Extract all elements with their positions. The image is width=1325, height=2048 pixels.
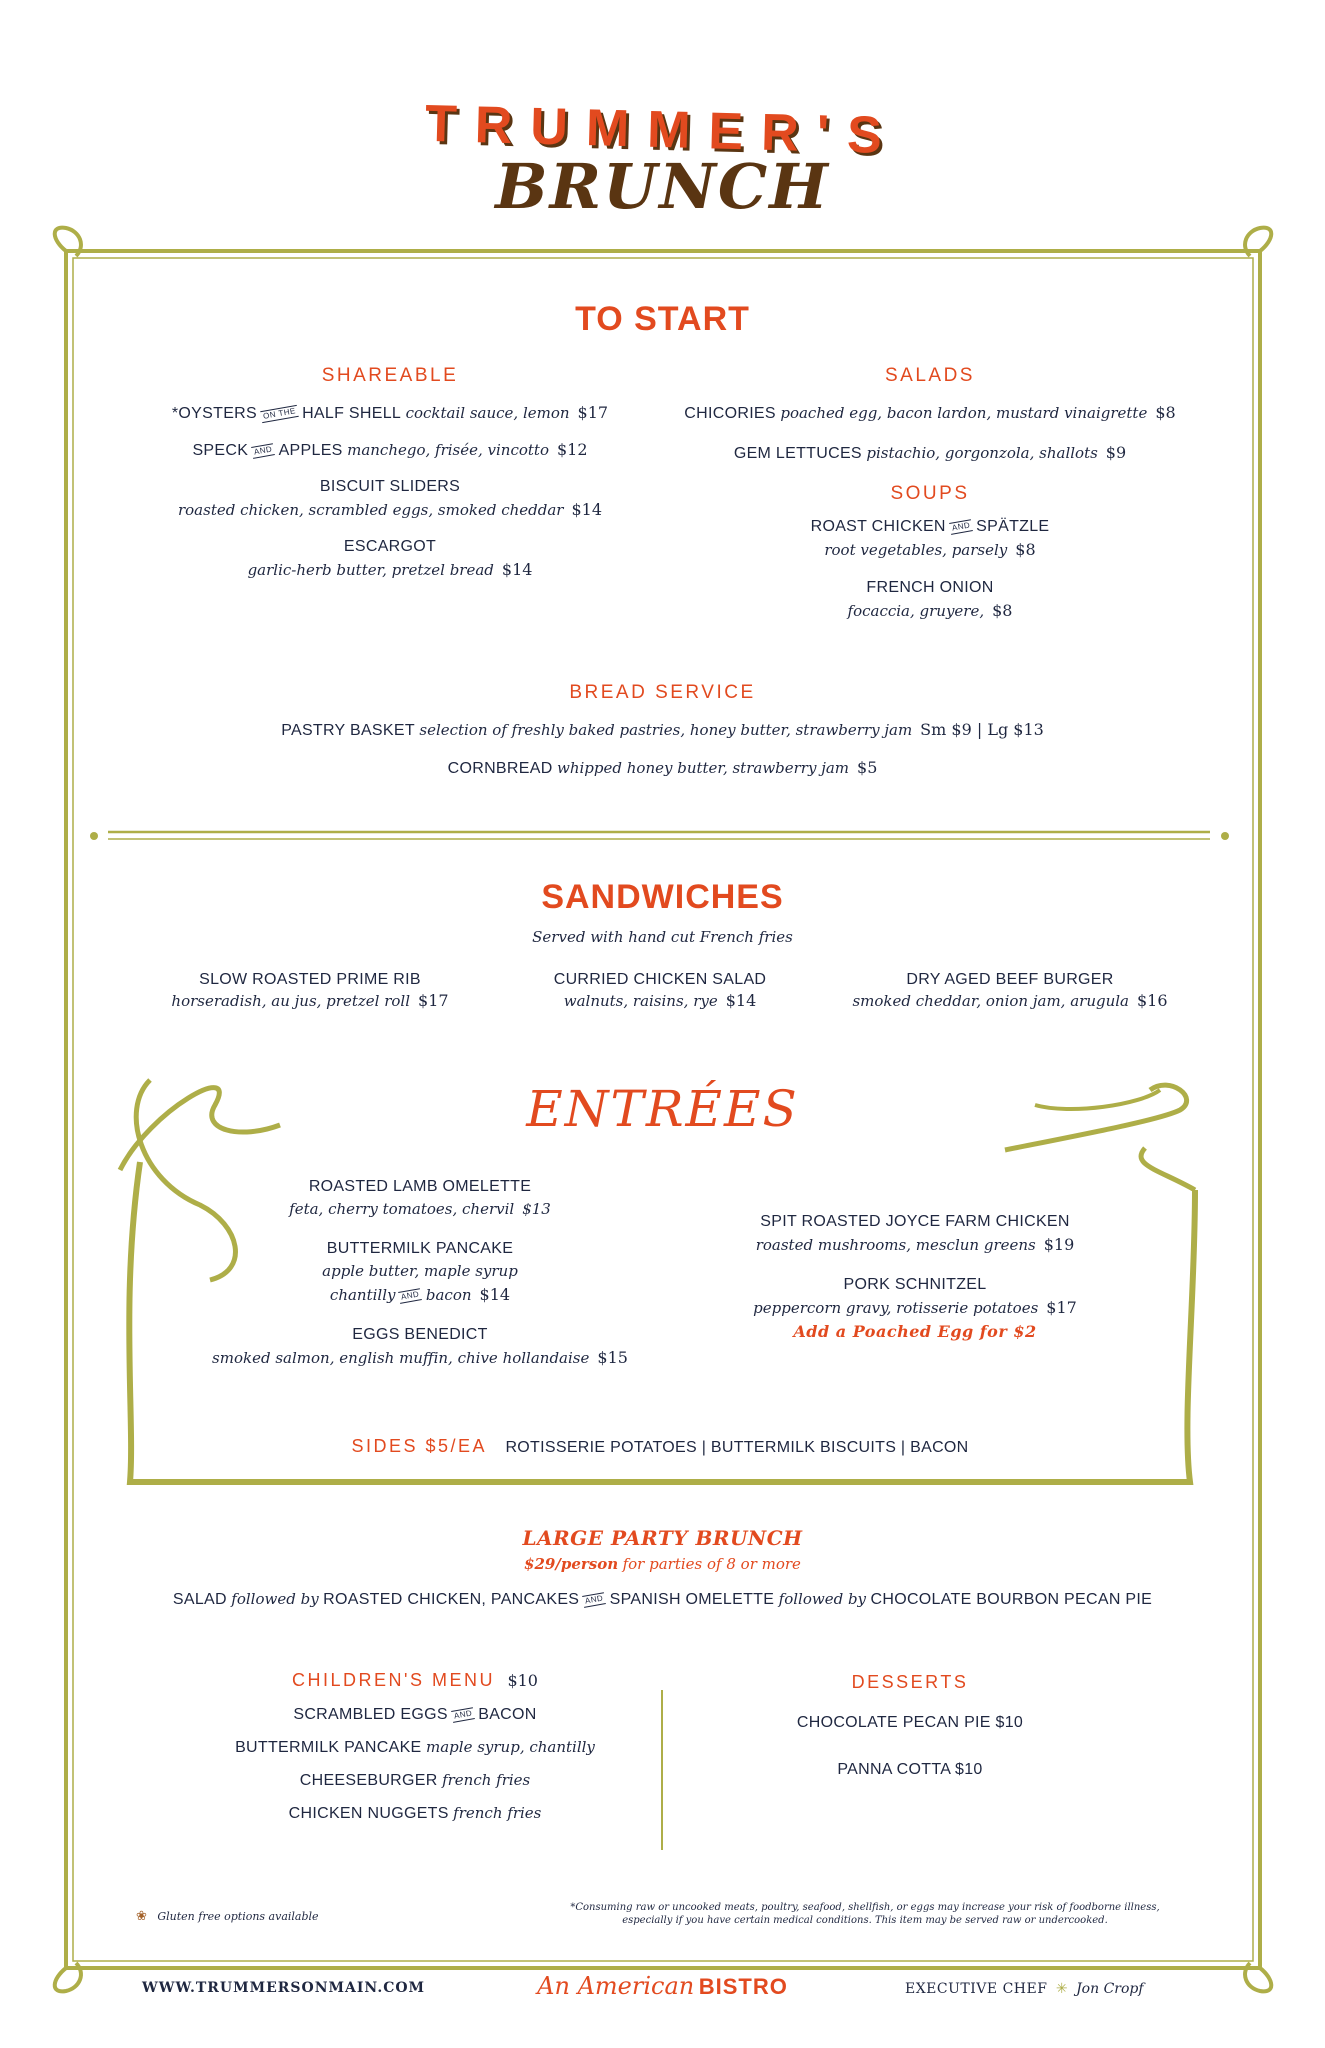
menu-item: PASTRY BASKET selection of freshly baked pastries, honey butter, strawberry jam Sm $9 | Lg $13	[281, 720, 1044, 739]
menu-item: GEM LETTUCES pistachio, gorgonzola, shallots $9	[733, 443, 1127, 462]
sides-list: ROTISSERIE POTATOES | BUTTERMILK BISCUITS | BACON	[505, 1439, 969, 1456]
bread-service-heading: BREAD SERVICE	[569, 682, 756, 703]
shareable-heading: SHAREABLE	[321, 365, 459, 386]
menu-item: *OYSTERS ON THE HALF SHELL cocktail sauce, lemon $17	[171, 403, 609, 422]
large-party-price: $29/person for parties of 8 or more	[524, 1555, 801, 1573]
salads-heading: SALADS	[885, 365, 975, 386]
menu-item: CORNBREAD whipped honey butter, strawberry jam $5	[447, 758, 878, 777]
large-party-heading: LARGE PARTY BRUNCH	[522, 1526, 803, 1550]
sandwiches-heading: SANDWICHES	[541, 878, 784, 916]
entrees-left-column	[180, 1175, 660, 1370]
entrees-right-column	[690, 1210, 1140, 1343]
footer-tagline: An American BISTRO	[537, 1972, 788, 2000]
to-start-heading: TO START	[575, 300, 750, 338]
large-party-menu-line: SALAD followed by ROASTED CHICKEN, PANCAKES AND SPANISH OMELETTE followed by CHOCOLATE BOURBON PECAN PIE	[172, 1590, 1153, 1608]
menu-item: ROAST CHICKEN AND SPÄTZLE root vegetables, parsely $8	[810, 518, 1050, 559]
entrees-heading: ENTRÉES	[526, 1080, 799, 1138]
restaurant-name: TRUMMER'S	[424, 94, 901, 166]
wheat-icon: ❀	[136, 1908, 147, 1923]
menu-item: SCRAMBLED EGGS AND BACON	[293, 1706, 537, 1723]
childrens-menu-heading: CHILDREN'S MENU	[292, 1670, 495, 1690]
soups-heading: SOUPS	[890, 483, 970, 504]
salads-section	[650, 365, 1210, 623]
menu-item: CHEESEBURGER french fries	[299, 1771, 531, 1789]
executive-chef-credit: EXECUTIVE CHEF ✳ Jon Cropf	[905, 1980, 1144, 1997]
menu-item: CHICORIES poached egg, bacon lardon, mustard vinaigrette $8	[684, 403, 1176, 422]
bread-service-section	[80, 682, 1245, 780]
childrens-menu-section: CHILDREN'S MENU $10 SCRAMBLED EGGS AND BACON BUTTERMILK PANCAKE maple syrup, chantilly CHEESEBURGER french fries CHICKEN NUGGETS french fries	[200, 1670, 630, 1825]
menu-item: ROASTED LAMB OMELETTE feta, cherry tomatoes, chervil $13	[289, 1178, 551, 1218]
website-link[interactable]: WWW.TRUMMERSONMAIN.COM	[142, 1980, 426, 1996]
menu-item: SPIT ROASTED JOYCE FARM CHICKEN roasted mushrooms, mesclun greens $19	[755, 1213, 1075, 1254]
menu-item: ESCARGOT garlic-herb butter, pretzel bread $14	[247, 538, 533, 579]
raw-food-disclaimer: *Consuming raw or uncooked meats, poultry, seafood, shellfish, or eggs may increase your risk of foodborne illness, especially if you have certain medical conditions. This item may be served raw or undercooked.	[570, 1902, 1160, 1926]
menu-item: CURRIED CHICKEN SALAD walnuts, raisins, rye $14	[553, 971, 767, 1010]
menu-item: CHICKEN NUGGETS french fries	[288, 1804, 542, 1822]
sides-heading: SIDES $5/EA	[351, 1436, 487, 1456]
menu-item: BUTTERMILK PANCAKE maple syrup, chantilly	[235, 1738, 595, 1756]
star-icon: ✳	[1055, 1980, 1068, 1996]
desserts-heading: DESSERTS	[851, 1672, 969, 1692]
menu-item: CHOCOLATE PECAN PIE $10	[796, 1714, 1024, 1731]
menu-item: SLOW ROASTED PRIME RIB horseradish, au jus, pretzel roll $17	[171, 971, 449, 1010]
menu-item: DRY AGED BEEF BURGER smoked cheddar, onion jam, arugula $16	[852, 971, 1168, 1010]
shareable-section	[120, 365, 660, 582]
desserts-section	[700, 1672, 1120, 1781]
menu-item: SPECK AND APPLES manchego, frisée, vincotto $12	[192, 440, 588, 459]
gluten-free-note: ❀ Gluten free options available	[136, 1908, 319, 1923]
menu-item: PANNA COTTA $10	[837, 1761, 983, 1778]
menu-item: PORK SCHNITZEL peppercorn gravy, rotisserie potatoes $17 Add a Poached Egg for $2	[690, 1273, 1140, 1343]
menu-item: BISCUIT SLIDERS roasted chicken, scrambled eggs, smoked cheddar $14	[177, 478, 603, 519]
menu-title: BRUNCH	[495, 150, 830, 223]
menu-item: FRENCH ONION focaccia, gruyere, $8	[847, 579, 1013, 620]
sandwiches-subtitle: Served with hand cut French fries	[532, 928, 793, 946]
sides-line	[130, 1436, 1190, 1457]
menu-item: BUTTERMILK PANCAKE apple butter, maple syrup chantilly AND bacon $14	[322, 1240, 518, 1304]
menu-item: EGGS BENEDICT smoked salmon, english muffin, chive hollandaise $15	[212, 1326, 628, 1367]
add-egg-note: Add a Poached Egg for $2	[793, 1322, 1037, 1341]
